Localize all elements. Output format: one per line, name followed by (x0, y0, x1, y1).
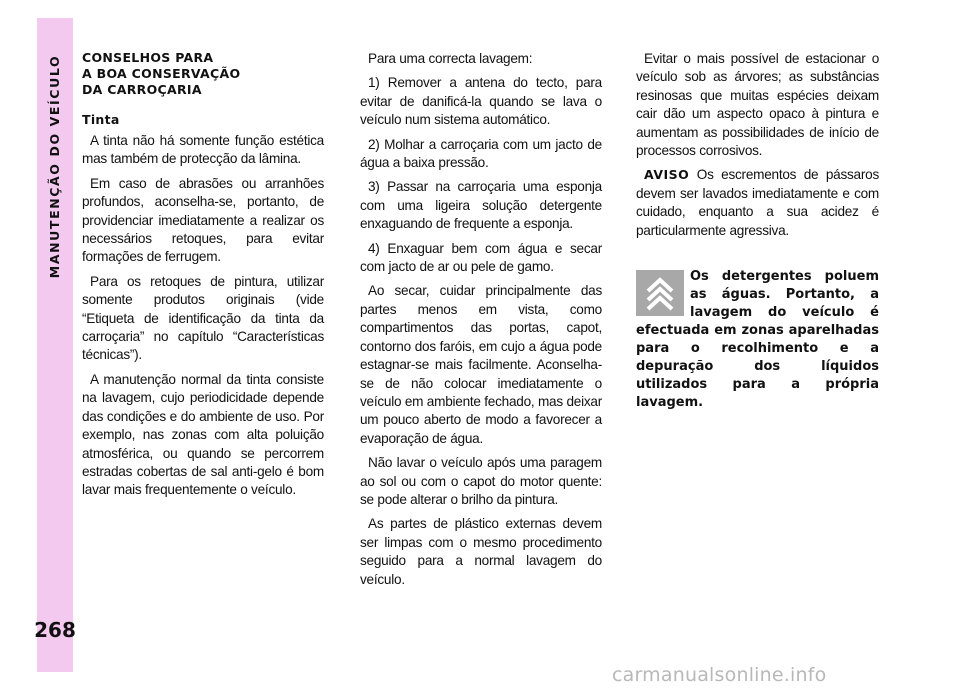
aviso-text: Os escrementos de pássaros devem ser lavados imediatamente e com cuidado, enquanto a sua acidez é particularmente agressiva. (636, 167, 879, 238)
paragraph: Para uma correcta lavagem: (368, 51, 533, 66)
section-title: MANUTENÇÃO DO VEÍCULO (47, 54, 63, 278)
watermark: carmanualsonline.info (612, 664, 827, 686)
aviso-paragraph (636, 166, 879, 240)
aviso-label: AVISO (644, 167, 690, 183)
paragraph: Evitar o mais possível de estacionar o veículo sob as árvores; as substâncias resinosas que muitas espécies deixam cair dão um aspecto opaco à pintura e aumentam as possibilidades de início de processos corrosivos. (636, 51, 879, 159)
step-paragraph: 3) Passar na carroçaria uma esponja com uma ligeira solução detergente enxaguando de frequente a esponja. (360, 179, 602, 232)
paragraph: A manutenção normal da tinta consiste na lavagem, cujo periodicidade depende das condições e do ambiente de uso. Por exemplo, nas zonas com alta poluição atmosférica, ou quando se percorrem estradas cobertas de sal anti-gelo é bom lavar mais frequentemente o veículo. (82, 371, 324, 498)
section-title-vertical (41, 56, 69, 276)
column-3 (636, 50, 879, 246)
column-1 (82, 50, 324, 506)
eco-note (636, 268, 879, 412)
paragraph: A tinta não há somente função estética mas também de protecção da lâmina. (82, 133, 324, 167)
eco-note-text: Os detergentes poluem as águas. Portanto, a lavagem do veículo é efectuada em zonas aparelhadas para o recolhimento e a depuração dos líquidos utilizados para a própria lavagem. (636, 269, 879, 410)
step-paragraph: 2) Molhar a carroçaria com um jacto de água a baixa pressão. (360, 136, 602, 171)
eco-chevrons-icon (636, 270, 684, 316)
subheading-tinta: Tinta (82, 112, 120, 127)
paragraph: Para os retoques de pintura, utilizar somente produtos originais (vide “Etiqueta de identificação da tinta da carroçaria” no capítulo “Características técnicas”). (82, 273, 324, 363)
paragraph: Em caso de abrasões ou arranhões profundos, aconselha-se, portanto, de providenciar imediatamente a realizar os necessários retoques, para evitar formações de ferrugem. (82, 175, 324, 265)
page-number: 268 (34, 618, 76, 642)
paragraph: Não lavar o veículo após uma paragem ao sol ou com o capot do motor quente: se pode alterar o brilho da pintura. (360, 455, 602, 507)
column-2 (360, 50, 602, 595)
step-paragraph: 4) Enxaguar bem com água e secar com jacto de ar ou pele de gamo. (360, 240, 602, 275)
section-heading: CONSELHOS PARA A BOA CONSERVAÇÃO DA CARROÇARIA (82, 50, 241, 97)
paragraph: Ao secar, cuidar principalmente das partes menos em vista, como compartimentos das portas, capot, contorno dos faróis, em cujo a água pode estagnar-se mais facilmente. Aconselha-se de não colocar imediatamente o veículo em ambiente fechado, mas deixar um pouco aberto de modo a favorecer a evaporação de água. (360, 283, 602, 446)
step-paragraph: 1) Remover a antena do tecto, para evitar de danificá-la quando se lava o veículo num sistema automático. (360, 75, 602, 128)
paragraph: As partes de plástico externas devem ser limpas com o mesmo procedimento seguido para a normal lavagem do veículo. (360, 516, 602, 587)
